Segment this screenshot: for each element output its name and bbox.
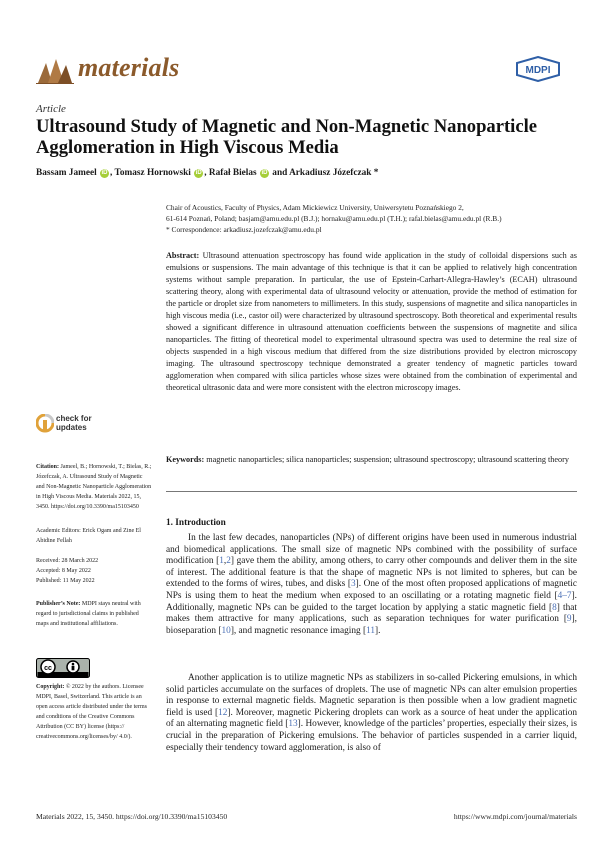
received-date: Received: 28 March 2022 <box>36 558 99 564</box>
published-date: Published: 11 May 2022 <box>36 577 95 584</box>
correspondence: * Correspondence: arkadiusz.jozefczak@amu.edu.pl <box>166 225 322 234</box>
copyright-label: Copyright: <box>36 684 65 690</box>
check-for-updates-button[interactable] <box>36 414 106 436</box>
reference-link[interactable]: 3 <box>350 579 356 590</box>
affiliation-emails: 61-614 Poznań, Poland; basjam@amu.edu.pl (B.J.); hornaku@amu.edu.pl (T.H.); rafal.bielas@amu.edu.pl (R.B.) <box>166 214 502 223</box>
author-name: Tomasz Hornowski <box>114 168 191 178</box>
article-type: Article <box>36 103 66 115</box>
cc-by-license-badge[interactable] <box>36 658 90 678</box>
abstract <box>166 250 577 394</box>
citation-label: Citation: <box>36 464 59 470</box>
reference-link[interactable]: 4–7 <box>557 590 572 601</box>
paper-title: Ultrasound Study of Magnetic and Non-Magnetic Nanoparticle Agglomeration in High Viscous Media <box>36 116 537 158</box>
abstract-label: Abstract: <box>166 251 200 260</box>
reference-link[interactable]: 8 <box>552 602 557 613</box>
materials-logo-icon <box>36 57 74 85</box>
publisher-note <box>36 600 152 630</box>
reference-link[interactable]: 13 <box>288 719 298 730</box>
affiliation-line: Chair of Acoustics, Faculty of Physics, Adam Mickiewicz University, Uniwersytetu Poznańskiego 2, <box>166 203 464 212</box>
check-updates-icon <box>36 414 54 434</box>
section-divider <box>166 491 577 492</box>
keywords-label: Keywords: <box>166 455 205 464</box>
reference-link[interactable]: 2 <box>226 556 231 567</box>
keywords-text: magnetic nanoparticles; silica nanoparticles; suspension; ultrasound spectroscopy; ultrasound scattering theory <box>206 455 569 464</box>
publisher-note-text: MDPI stays neutral with regard to jurisdictional claims in published maps and institutional affiliations. <box>36 601 141 627</box>
accepted-date: Accepted: 8 May 2022 <box>36 567 91 574</box>
citation <box>36 463 152 513</box>
footer-journal-url[interactable]: https://www.mdpi.com/journal/materials <box>453 812 577 821</box>
author-list: Bassam Jameel iD , Tomasz Hornowski iD , Rafał Bielas iD and Arkadiusz Józefczak * <box>36 168 379 178</box>
academic-editors: Academic Editors: Erick Ogam and Zine El Abidine Fellah <box>36 528 141 544</box>
reference-link[interactable]: 1 <box>219 556 224 567</box>
orcid-icon[interactable]: iD <box>101 170 108 176</box>
journal-name: materials <box>78 53 180 82</box>
orcid-icon[interactable]: iD <box>195 170 202 176</box>
intro-paragraph-1: In the last few decades, nanoparticles (NPs) of different origins have been used in numerous industrial and biomedical applications. The small size of magnetic NPs combined with the possibility of surface modification [1,2] gave them the ability, among others, to carry other compounds and deliver them in the site of interest. The additional feature is that the shape of magnetic NPs is not limited to spheres, but can be extended to the forms of wires, tubes, and disks [3]. One of the most often proposed applications of magnetic NPs is using them to heat the medium when exposed to an oscillating or a rotating magnetic field [4–7]. Additionally, magnetic NPs can be guided to the target location by applying a static magnetic field [8] that makes them attractive for many applications, such as separation techniques for water purification [9], bioseparation [10], and magnetic resonance imaging [11]. <box>166 533 578 636</box>
copyright <box>36 683 152 742</box>
publisher-note-label: Publisher’s Note: <box>36 601 81 607</box>
svg-text:MDPI: MDPI <box>525 65 551 76</box>
author-name: Arkadiusz Józefczak * <box>289 168 379 178</box>
abstract-text: Ultrasound attenuation spectroscopy has found wide application in the study of colloidal dispersions such as emulsions or suspensions. The main advantage of this technique is that it can be applied to relatively high concentration systems without sample preparation. In particular, the use of Epstein-Carhart-Allegra-Hawley’s (ECAH) ultrasound scattering theory, along with experimental data of ultrasound velocity or attenuation, provide the method of estimation for the particle or droplet size from nanometers to millimeters. In this study, suspensions of magnetite and silica nanoparticles in high viscous media (i.e., castor oil) were characterized by ultrasound spectroscopy. Both theoretical and experimental results showed a significant difference in ultrasound attenuation coefficients between the suspensions of magnetite and silica nanoparticles. The fitting of theoretical model to experimental ultrasound spectra was used to determine the real size of objects suspended in a high viscous medium that differed from the size distributions provided by electron microscopy imaging. The ultrasound spectroscopy technique demonstrated a greater tendency of magnetic particles toward agglomeration when compared with silica particles whose sizes were obtained from the combination of experimental and theoretical ultrasonic data and were more consistent with the electron microscopy images. <box>166 251 577 392</box>
affiliation <box>166 202 576 235</box>
reference-link[interactable]: 10 <box>221 625 231 636</box>
section-heading: 1. Introduction <box>166 518 226 528</box>
reference-link[interactable]: 9 <box>566 614 572 625</box>
footer-citation: Materials 2022, 15, 3450. https://doi.org/10.3390/ma15103450 <box>36 812 228 821</box>
article-dates <box>36 557 152 587</box>
mdpi-logo <box>515 56 561 82</box>
intro-paragraph-2: Another application is to utilize magnetic NPs as stabilizers in so-called Pickering emulsions, in which solid particles accumulate on the surfaces of droplets. The use of magnetic NPs can alter emulsion properties in response to external magnetic fields. Magnetic separation is then possible when a low gradient magnetic field is used [12]. Moreover, magnetic Pickering droplets can work as a source of heat under the application of an alternating magnetic field [13]. However, knowledge of the particles’ properties, especially their sizes, is crucial in the preparation of Pickering emulsions. The behavior of particles suspended in a carrier liquid, especially their tendency toward agglomeration, is also of <box>166 673 577 753</box>
reference-link[interactable]: 12 <box>218 707 228 718</box>
author-name: Rafał Bielas <box>208 168 257 178</box>
author-name: Bassam Jameel <box>36 168 97 178</box>
copyright-text: © 2022 by the authors. Licensee MDPI, Basel, Switzerland. This article is an open access article distributed under the terms and conditions of the Creative Commons Attribution (CC BY) license (https:// creativecommons.org/licenses/by/ 4.0/). <box>36 684 147 740</box>
reference-link[interactable]: 11 <box>366 625 376 636</box>
keywords <box>166 454 577 466</box>
svg-text:cc: cc <box>44 665 52 672</box>
check-updates-label: check for updates <box>56 414 92 432</box>
citation-text: Jameel, B.; Hornowski, T.; Bielas, R.; Józefczak, A. Ultrasound Study of Magnetic and Non-Magnetic Nanoparticle Agglomeration in High Viscous Media. Materials 2022, 15, 3450. https://doi.org/10.3390/ma15103450 <box>36 464 152 510</box>
orcid-icon[interactable]: iD <box>261 170 268 176</box>
